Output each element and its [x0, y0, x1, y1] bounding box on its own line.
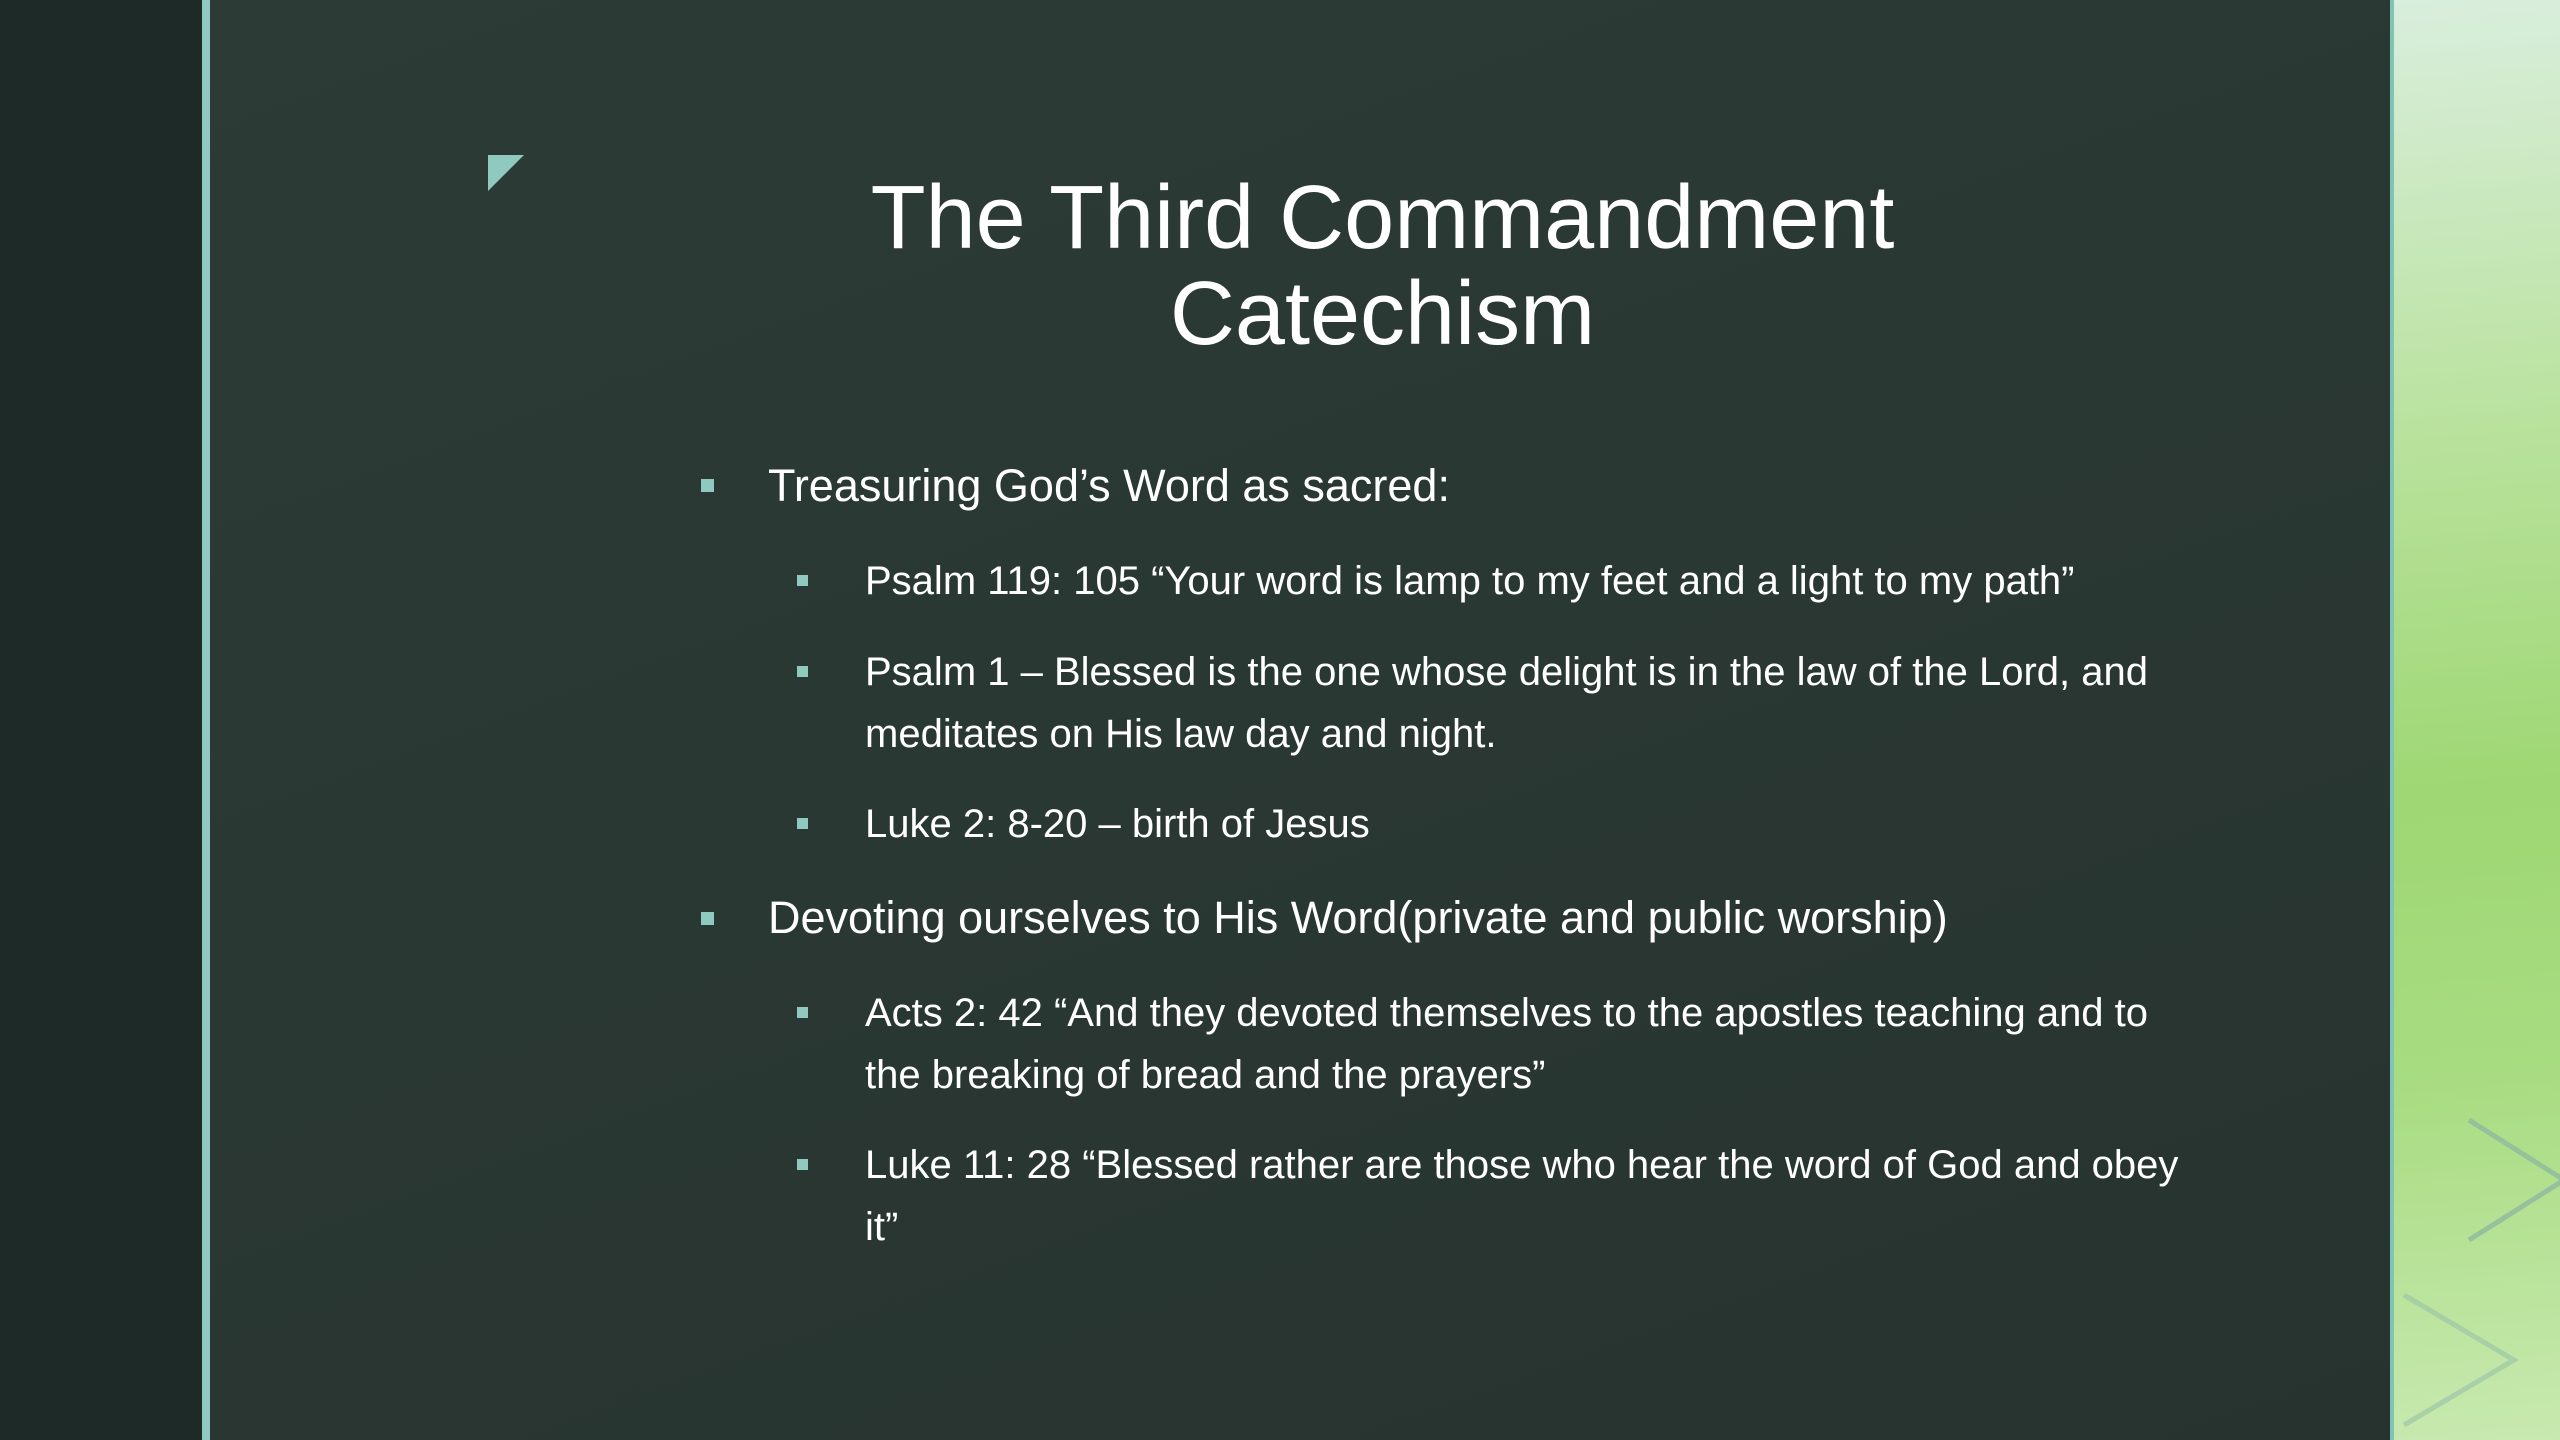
square-bullet-icon [701, 479, 714, 492]
square-bullet-icon [701, 912, 714, 925]
title-line-2: Catechism [1169, 264, 1596, 364]
square-bullet-icon [797, 1007, 808, 1018]
square-bullet-icon [797, 818, 808, 829]
square-bullet-icon [797, 666, 808, 677]
sub-bullet-item: Acts 2: 42 “And they devoted themselves to the apostles teaching and to the breaking of bread and the prayers” [865, 991, 2149, 1097]
sub-bullet-item: Psalm 119: 105 “Your word is lamp to my feet and a light to my path” [865, 559, 2075, 603]
sub-bullet-item: Luke 2: 8-20 – birth of Jesus [865, 802, 1370, 846]
bullet-item: Treasuring God’s Word as sacred: [768, 460, 1450, 511]
square-bullet-icon [797, 575, 808, 586]
sub-bullet-item: Luke 11: 28 “Blessed rather are those who hear the word of God and obey it” [865, 1143, 2179, 1249]
bullet-item: Devoting ourselves to His Word(private and public worship) [768, 892, 1948, 943]
title-line-1: The Third Commandment [870, 168, 1895, 268]
sub-bullet-item: Psalm 1 – Blessed is the one whose delight is in the law of the Lord, and meditates on His law day and night. [865, 650, 2148, 756]
square-bullet-icon [797, 1159, 808, 1170]
